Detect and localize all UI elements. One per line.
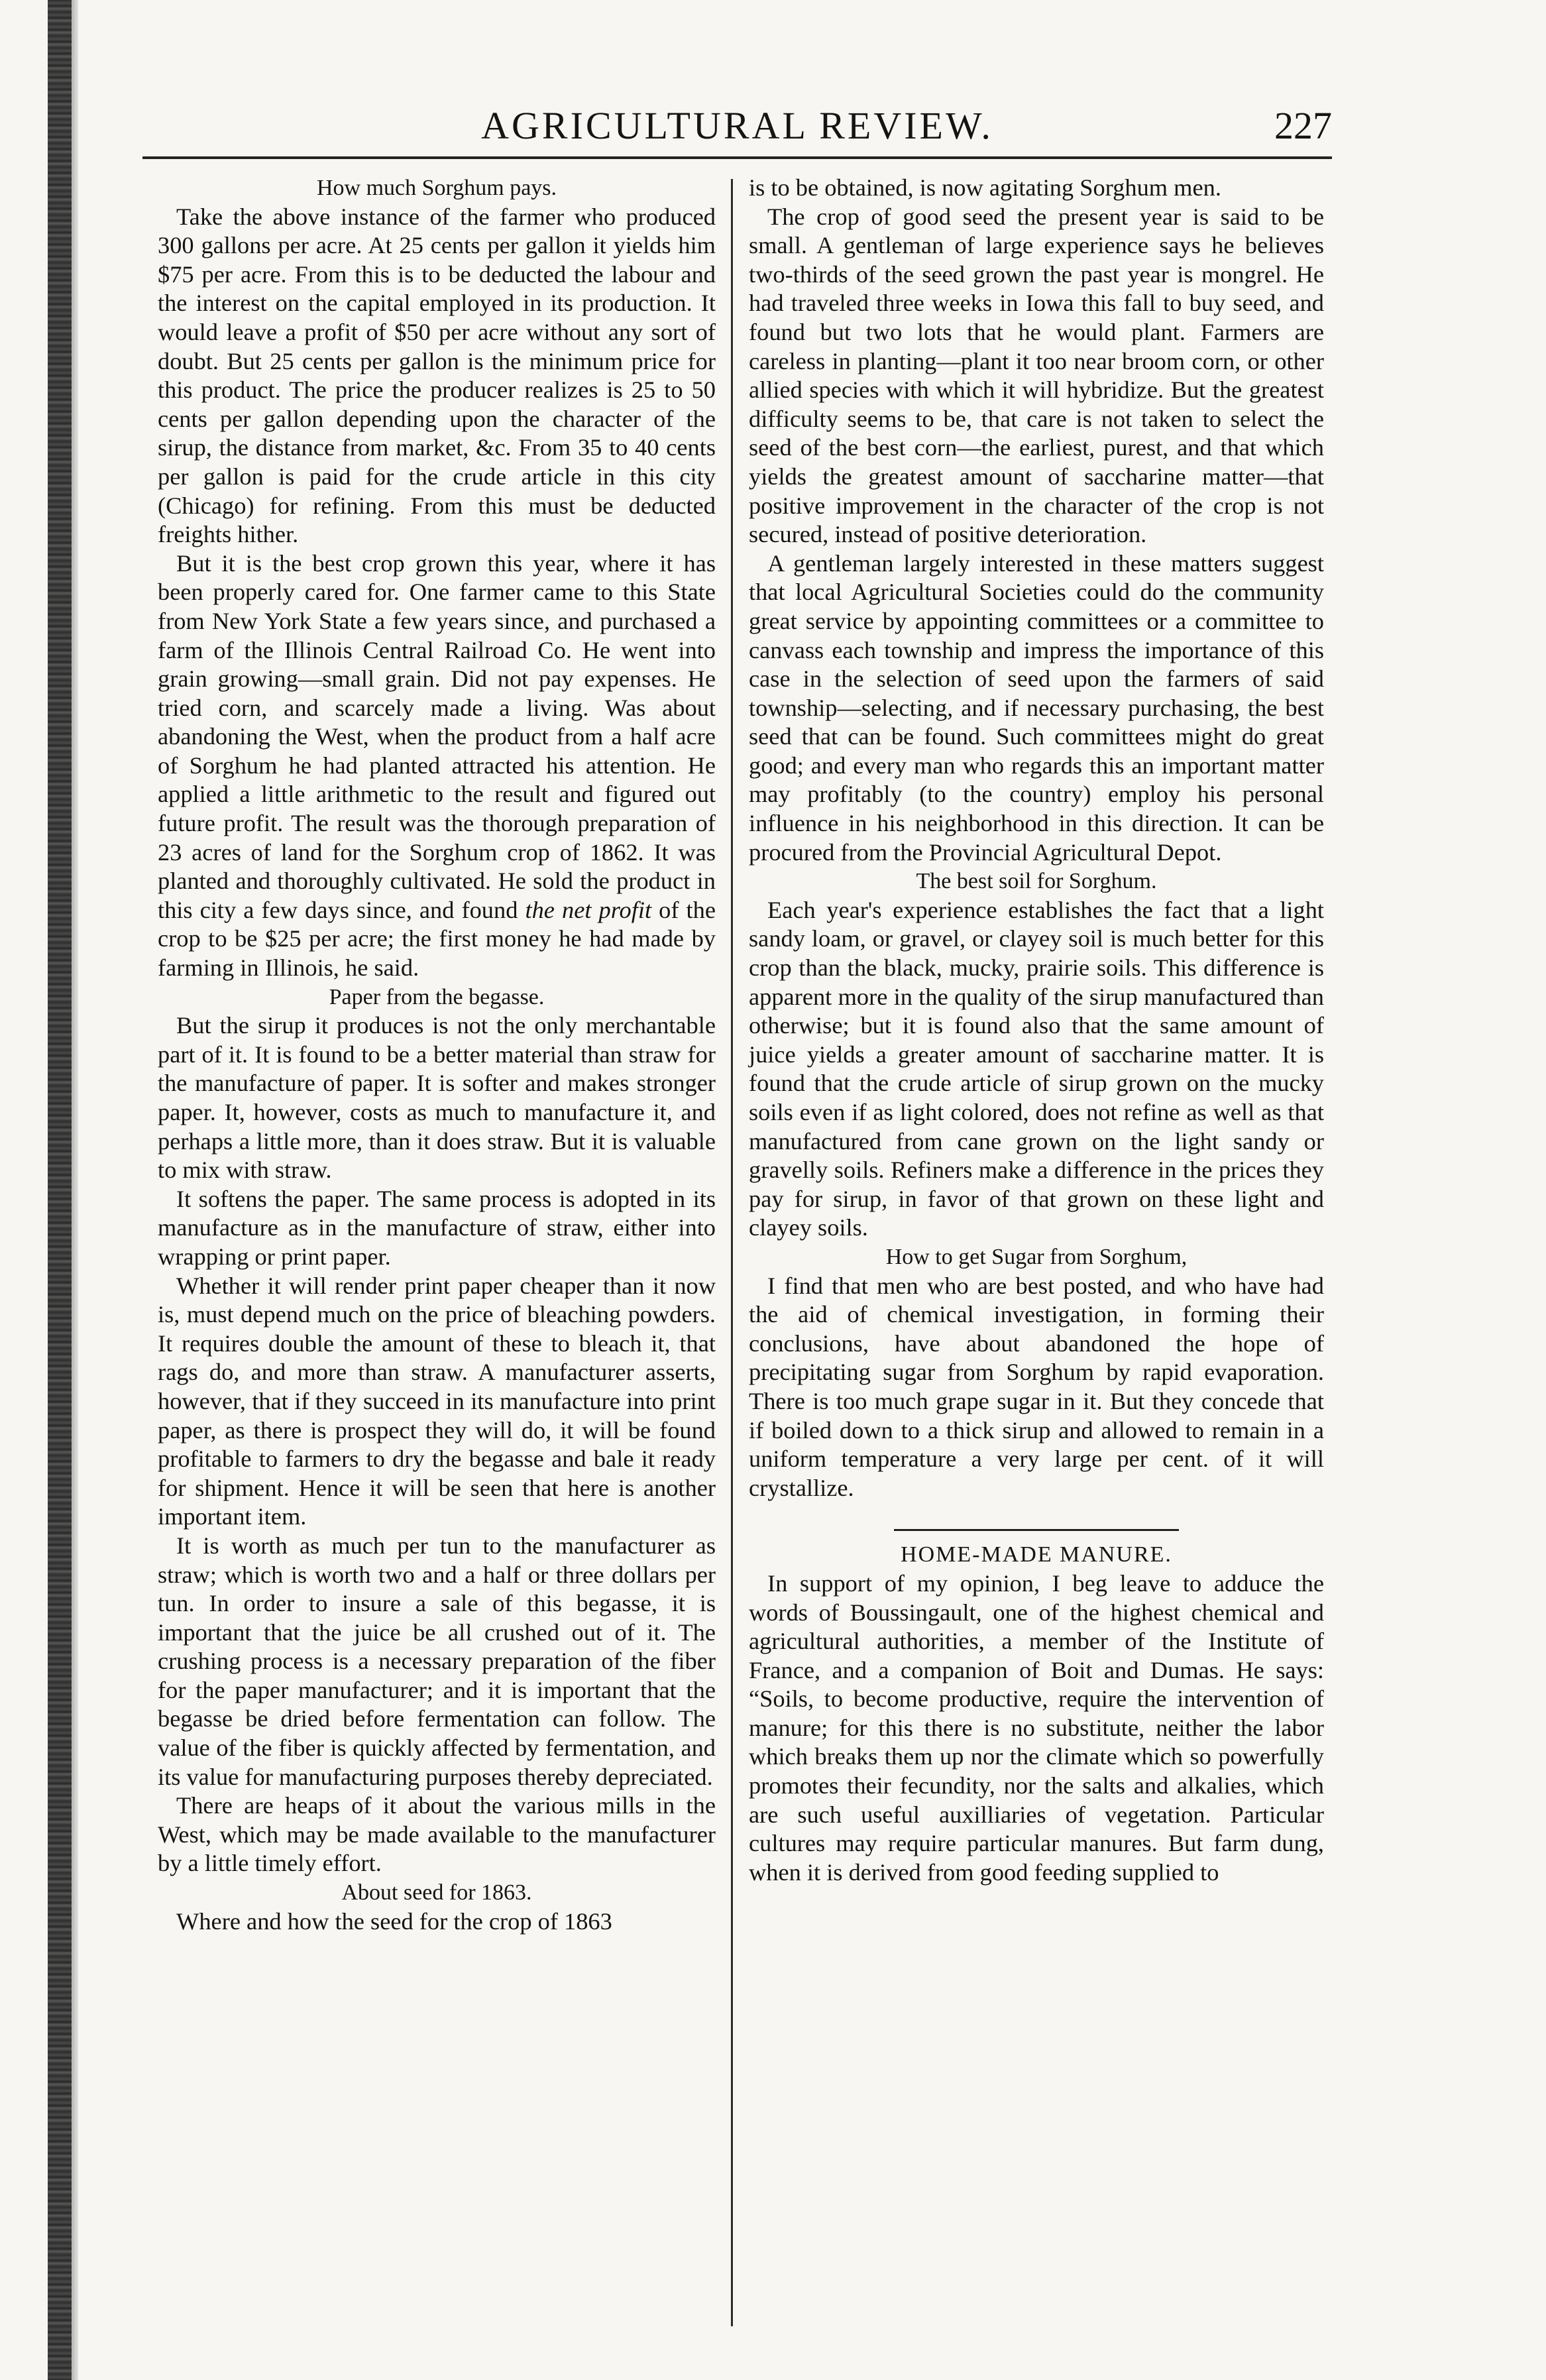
section-heading-sorghum-pays: How much Sorghum pays. bbox=[316, 176, 557, 200]
paragraph: In support of my opinion, I beg leave to adduce the words of Boussingault, one of the highest chemical and agricultural authorities, a member of the Institute of France, and a companion of Boit and Dumas. He says: “Soils, to become productive, require the intervention of manure; for this there is no substitute, neither the labor which breaks them up nor the climate which so powerfully promotes their fecundity, nor the salts and alkalies, which are such useful auxilliaries of vegetation. Particular cultures may require particular manures. But farm dung, when it is derived from good feeding supplied to bbox=[749, 1569, 1324, 1886]
section-heading-manure: HOME-MADE MANURE. bbox=[894, 1529, 1179, 1569]
page-header bbox=[142, 99, 1332, 152]
paragraph bbox=[158, 549, 716, 983]
paragraph: It is worth as much per tun to the manufacturer as straw; which is worth two and a half or three dollars per tun. In order to insure a sale of this begasse, it is important that the juice be all crushed out of it. The crushing process is a necessary preparation of the fiber for the paper manufacturer; and it is important that the begasse be dried before fermentation can follow. The value of the fiber is quickly affected by fermentation, and its value for manufacturing purposes thereby depreciated. bbox=[158, 1532, 716, 1790]
column-divider bbox=[731, 179, 733, 2326]
section-heading-seed: About seed for 1863. bbox=[341, 1880, 532, 1905]
paragraph: I find that men who are best posted, and who have had the aid of chemical investigation, in forming their conclusions, have about abandoned the hope of precipitating sugar from Sorghum by rapid evaporation. There is too much grape sugar in it. But they concede that if boiled down to a thick sirup and allowed to remain in a uniform temperature a very large per cent. of it will crystallize. bbox=[749, 1272, 1324, 1501]
running-title: AGRICULTURAL REVIEW. bbox=[481, 104, 993, 147]
paragraph: A gentleman largely interested in these matters suggest that local Agricultural Societies could do the community great service by appointing committees or a committee to canvass each township and impress the importance of this case in the selection of seed upon the farmers of said township—selecting, and if necessary purchasing, the best seed that can be found. Such committees might do great good; and every man who regards this an important matter may profitably (to the country) employ his personal influence in his neighborhood in this direction. It can be procured from the Provincial Agricultural Depot. bbox=[749, 549, 1324, 866]
paragraph: It softens the paper. The same process is adopted in its manufacture as in the manufacture of straw, either into wrapping or print paper. bbox=[158, 1185, 716, 1270]
paragraph: Where and how the seed for the crop of 1863 bbox=[176, 1907, 612, 1935]
paragraph: The crop of good seed the present year is said to be small. A gentleman of large experience says he believes two-thirds of the seed grown the past year is mongrel. He had traveled three weeks in Iowa this fall to buy seed, and found but two lots that he would plant. Farmers are careless in planting—plant it too near broom corn, or other allied species with which it will hybridize. But the greatest difficulty seems to be, that care is not taken to select the seed of the best corn—the earliest, purest, and that which yields the greatest amount of saccharine matter—that positive improvement in the character of the crop is not secured, instead of positive deterioration. bbox=[749, 203, 1324, 548]
paragraph: There are heaps of it about the various mills in the West, which may be made available to the manufacturer by a little timely effort. bbox=[158, 1792, 716, 1877]
section-heading-soil: The best soil for Sorghum. bbox=[916, 869, 1157, 894]
section-heading-paper: Paper from the begasse. bbox=[329, 984, 545, 1009]
paragraph: Whether it will render print paper cheaper than it now is, must depend much on the price of bleaching powders. It requires double the amount of these to bleach it, that rags do, and more than straw. A manufacturer asserts, however, that if they succeed in its manufacture into print paper, as there is prospect they will do, it will be found profitable to farmers to dry the begasse and bale it ready for shipment. Hence it will be seen that here is another important item. bbox=[158, 1272, 716, 1530]
paragraph-continuation: is to be obtained, is now agitating Sorghum men. bbox=[749, 174, 1221, 201]
section-heading-sugar: How to get Sugar from Sorghum, bbox=[885, 1244, 1187, 1269]
text-run: of the crop to be $25 per acre; the first money he had made by farming in Illinois, he said. bbox=[158, 896, 716, 982]
paragraph: Each year's experience establishes the fact that a light sandy loam, or gravel, or clayey soil is much better for this crop than the black, mucky, prairie soils. This difference is apparent more in the quality of the sirup manufactured than otherwise; but it is found also that the same amount of juice yields a greater amount of saccharine matter. It is found that the crude article of sirup grown on the mucky soils even if as light colored, does not refine as well as that manufactured from cane grown on the light sandy or gravelly soils. Refiners make a difference in the prices they pay for sirup, in favor of that grown on these light and clayey soils. bbox=[749, 896, 1324, 1241]
right-column bbox=[749, 174, 1324, 2341]
spine-edge bbox=[72, 0, 78, 2380]
left-column bbox=[158, 174, 716, 2341]
page-number: 227 bbox=[1274, 104, 1332, 147]
text-run: But it is the best crop grown this year, where it has been properly cared for. One farmer came to this State from New York State a few years since, and purchased a farm of the Illinois Central Railroad Co. He went into grain growing—small grain. Did not pay expenses. He tried corn, and scarcely made a living. Was about abandoning the West, when the product from a half acre of Sorghum he had planted attracted his attention. He applied a little arithmetic to the result and figured out future profit. The result was the thorough preparation of 23 acres of land for the Sorghum crop of 1862. It was planted and thoroughly cultivated. He sold the product in this city a few days since, and found bbox=[158, 549, 716, 923]
paragraph: Take the above instance of the farmer who produced 300 gallons per acre. At 25 cents per gallon it yields him $75 per acre. From this is to be deducted the labour and the interest on the capital employed in its production. It would leave a profit of $50 per acre without any sort of doubt. But 25 cents per gallon is the minimum price for this product. The price the producer realizes is 25 to 50 cents per gallon depending upon the character of the sirup, the distance from market, &c. From 35 to 40 cents per gallon is paid for the crude article in this city (Chicago) for refining. From this must be deducted freights hither. bbox=[158, 203, 716, 548]
paragraph: But the sirup it produces is not the only merchantable part of it. It is found to be a better material than straw for the manufacture of paper. It is softer and makes stronger paper. It, however, costs as much to manufacture it, and perhaps a little more, than it does straw. But it is valuable to mix with straw. bbox=[158, 1012, 716, 1184]
header-rule bbox=[142, 156, 1332, 159]
book-spine-shadow bbox=[48, 0, 72, 2380]
italic-text: the net profit bbox=[525, 896, 652, 923]
